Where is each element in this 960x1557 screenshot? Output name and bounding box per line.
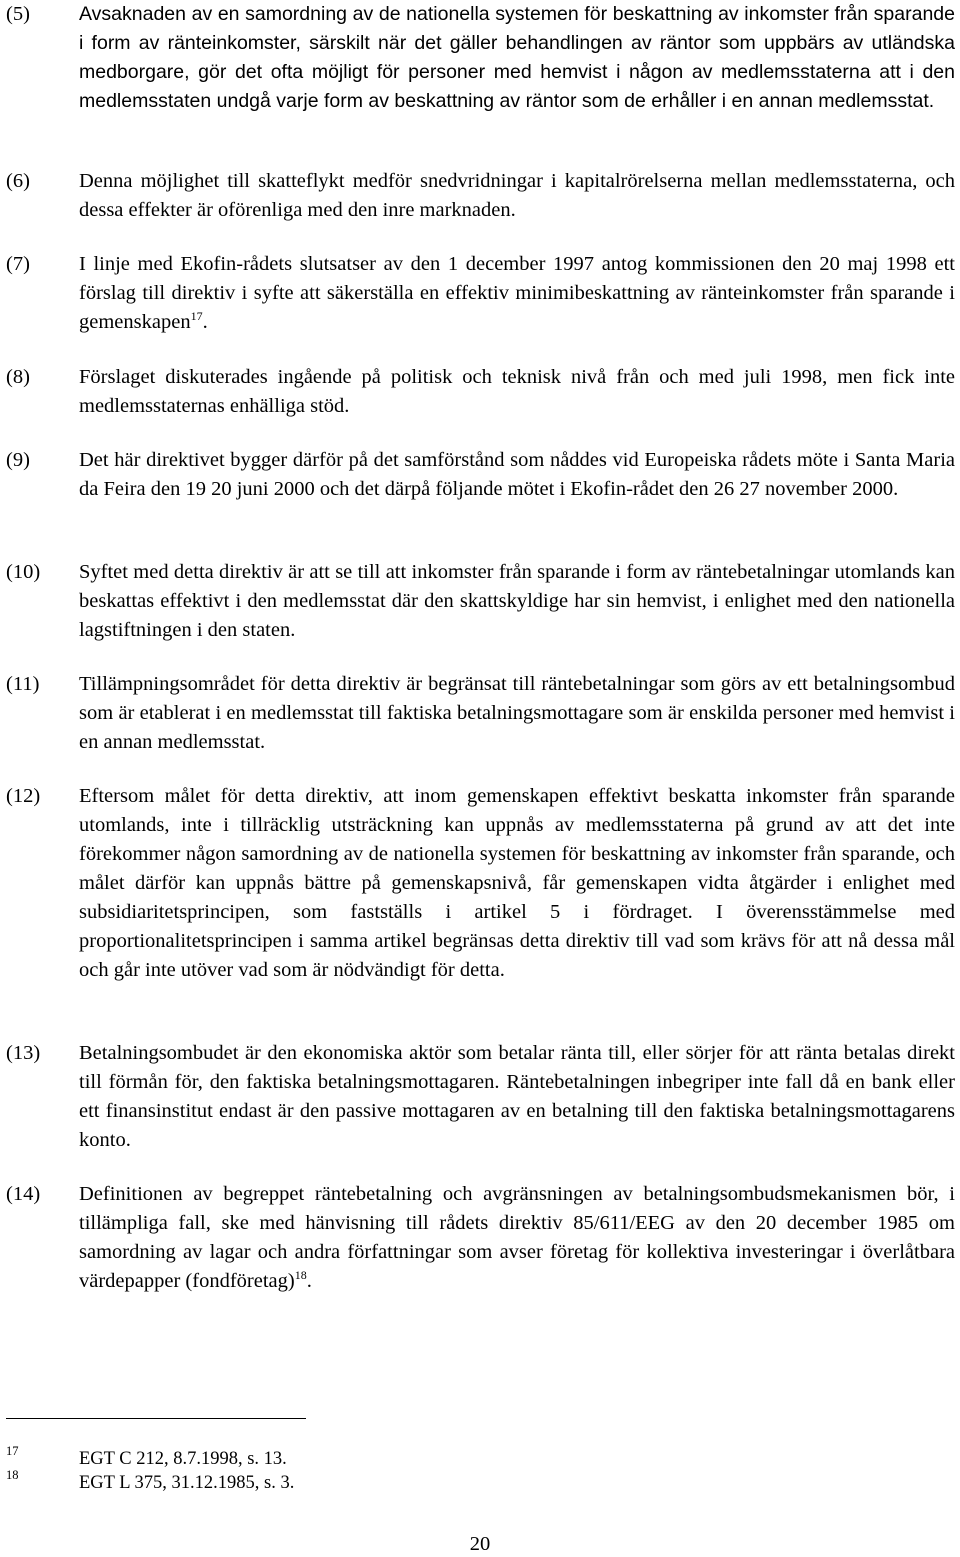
recital-text: Det här direktivet bygger därför på det samförstånd som nåddes vid Europeiska rådets möte i Santa Maria da Feira den 19 20 juni 2000 och det därpå följande mötet i Ekofin-rådet den 26 27 november 2000. [79,449,955,500]
page-number: 20 [469,1533,491,1555]
recital-text: Denna möjlighet till skatteflykt medför snedvridningar i kapitalrörelserna mellan medlemsstaterna, och dessa effekter är oförenliga med den inre marknaden. [79,170,955,221]
recital-text: Eftersom målet för detta direktiv, att inom gemenskapen effektivt beskatta inkomster från sparande utomlands, inte i tillräcklig utsträckning kan uppnås av medlemsstaterna på grund av att det inte förekommer någon samordning av de nationella systemen för beskattning av inkomster från sparande, och målet därför kan uppnås bättre på gemenskapsnivå, får gemenskapen vidta åtgärder i enlighet med subsidiaritetsprincipen, som fastställs i artikel 5 i fördraget. I överensstämmelse med proportionalitetsprincipen i samma artikel begränsas detta direktiv till vad som krävs för att nå dessa mål och går inte utöver vad som är nödvändigt för detta. [79,785,955,981]
recital-number: (14) [6,1183,41,1205]
recital-number: (6) [6,170,30,192]
footnote-text: EGT L 375, 31.12.1985, s. 3. [79,1473,295,1493]
recital-text: Tillämpningsområdet för detta direktiv är begränsat till räntebetalningar som görs av ett betalningsombud som är etablerat i en medlemsstat till faktiska betalningsmottagare som är enskilda personer med hemvist i en annan medlemsstat. [79,673,955,753]
recital-text: Förslaget diskuterades ingående på politisk och teknisk nivå från och med juli 1998, men fick inte medlemsstaternas enhälliga stöd. [79,366,955,417]
recital-text: Avsaknaden av en samordning av de nationella systemen för beskattning av inkomster från sparande i form av ränteinkomster, särskilt när det gäller behandlingen av räntor som uppbärs av utländska medborgare, gör det ofta möjligt för personer med hemvist i någon av medlemsstaterna att i den medlemsstaten undgå varje form av beskattning av räntor som de erhåller i en annan medlemsstat. [79,3,955,112]
recital-text-body: Definitionen av begreppet räntebetalning och avgränsningen av betalningsombudsmekanismen bör, i tillämpliga fall, ske med hänvisning till rådets direktiv 85/611/EEG av den 20 december 1985 om samordning av lagar och andra författningar som avser företag för kollektiva investeringar i överlåtbara värdepapper (fondföretag) [79,1183,955,1292]
recital-text: Syftet med detta direktiv är att se till att inkomster från sparande i form av räntebetalningar utomlands kan beskattas effektivt i den medlemsstat där den skattskyldige har sin hemvist, i enlighet med den nationella lagstiftningen i den staten. [79,561,955,641]
recital-text-end: . [202,311,208,333]
recital-number: (5) [6,3,30,25]
footnote-number: 18 [6,1468,19,1482]
recital-number: (8) [6,366,30,388]
footnote-number: 17 [6,1444,19,1458]
footnote-divider [6,1418,306,1419]
recital-number: (11) [6,673,40,695]
recital-text [79,1180,955,1296]
recital-number: (7) [6,253,30,275]
recital-text-body: I linje med Ekofin-rådets slutsatser av den 1 december 1997 antog kommissionen den 20 maj 1998 ett förslag till direktiv i syfte att säkerställa en effektiv minimibeskattning av ränteinkomster från sparande i gemenskapen [79,253,955,333]
footnote-ref-18[interactable]: 18 [294,1268,307,1283]
recital-text-end: . [306,1270,312,1292]
recital-number: (12) [6,785,41,807]
footnote-ref-17[interactable]: 17 [190,309,203,324]
recital-text: Betalningsombudet är den ekonomiska aktör som betalar ränta till, eller sörjer för att ränta betalas direkt till förmån för, den faktiska betalningsmottagaren. Räntebetalningen inbegriper inte fall då en bank eller ett finansinstitut endast är den passive mottagaren av en betalning till den faktiska betalningsmottagarens konto. [79,1042,955,1151]
footnote-text: EGT C 212, 8.7.1998, s. 13. [79,1449,287,1469]
recital-number: (9) [6,449,30,471]
recital-number: (13) [6,1042,41,1064]
recital-number: (10) [6,561,41,583]
recital-text [79,250,955,337]
